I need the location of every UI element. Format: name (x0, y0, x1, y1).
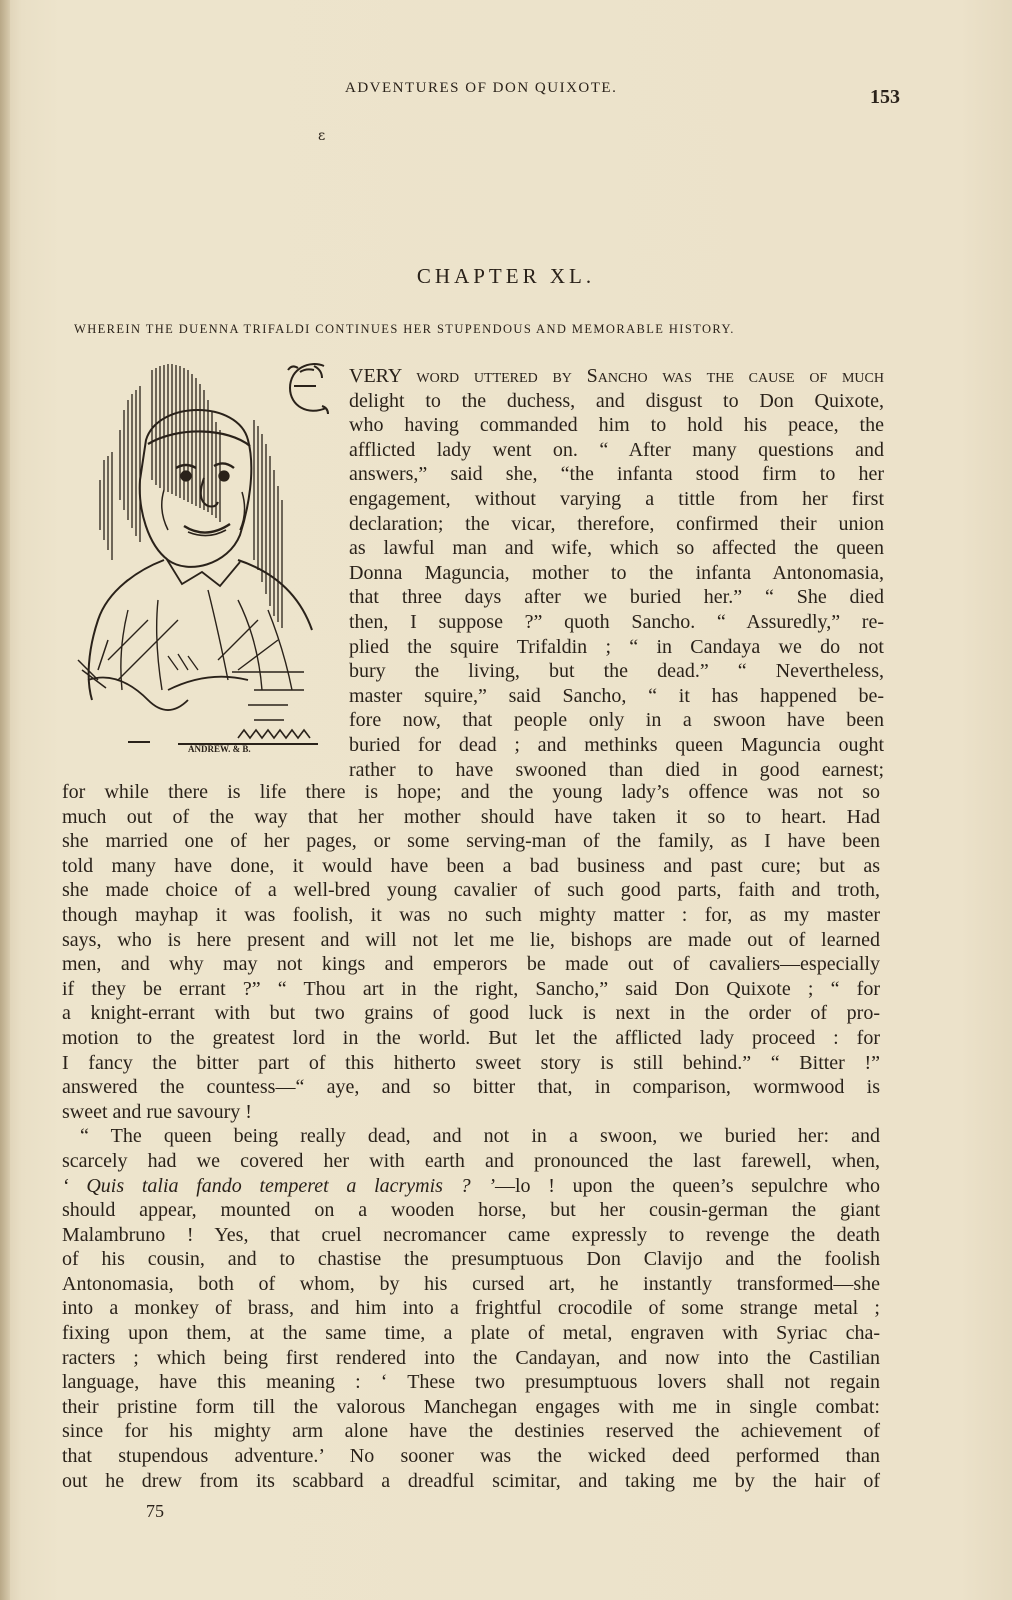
text-line: racters ; which being first rendered into the Candayan, and now into the Castilian (62, 1346, 880, 1369)
signature-mark: 75 (146, 1501, 164, 1521)
text-line: scarcely had we covered her with earth and pronounced the last farewell, when, (62, 1149, 880, 1172)
text-line: she married one of her pages, or some serving-man of the family, as I have been (62, 830, 880, 853)
text-line-latin (62, 1174, 880, 1199)
text-column-beside-image (349, 364, 884, 782)
latin-line-rest: —lo ! upon the queen’s sepulchre who (495, 1174, 880, 1197)
text-line: motion to the greatest lord in the world. But let the afflicted lady proceed : for (62, 1026, 880, 1049)
chapter-subtitle: WHEREIN THE DUENNA TRIFALDI CONTINUES HER STUPENDOUS AND MEMORABLE HISTORY. (74, 322, 735, 336)
text-line: should appear, mounted on a wooden horse, but her cousin-german the giant (62, 1199, 880, 1222)
page-number: 153 (870, 86, 900, 108)
text-line: I fancy the bitter part of this hitherto sweet story is still behind.” “ Bitter !” (62, 1051, 880, 1074)
text-line: if they be errant ?” “ Thou art in the right, Sancho,” said Don Quixote ; “ for (62, 977, 880, 1000)
text-line: fixing upon them, at the same time, a plate of metal, engraven with Syriac cha- (62, 1322, 880, 1345)
text-line: Antonomasia, both of whom, by his cursed art, he instantly transformed—she (62, 1272, 880, 1295)
text-line: who having commanded him to hold his peace, the (349, 414, 884, 437)
latin-quote: ‘ Quis talia fando temperet a lacrymis ? ’ (62, 1174, 495, 1197)
text-line: answers,” said she, “the infanta stood firm to her (349, 463, 884, 486)
text-line: afflicted lady went on. “ After many questions and (349, 438, 884, 461)
text-line: much out of the way that her mother should have taken it so to heart. Had (62, 805, 880, 828)
text-line: Donna Maguncia, mother to the infanta Antonomasia, (349, 561, 884, 584)
text-line: plied the squire Trifaldin ; “ in Candaya we do not (349, 635, 884, 658)
text-line: engagement, without varying a tittle from her first (349, 487, 884, 510)
text-line: she made choice of a well-bred young cavalier of such good parts, faith and troth, (62, 879, 880, 902)
dropcap-continuation: VERY word uttered by Sancho was the cause of much (349, 365, 884, 387)
page-binding-edge (0, 0, 10, 1600)
text-line: sweet and rue savoury ! (62, 1100, 252, 1123)
text-line: their pristine form till the valorous Manchegan engages with me in single combat: (62, 1395, 880, 1418)
text-line: fore now, that people only in a swoon have been (349, 709, 884, 732)
paragraph-start-line: “ The queen being really dead, and not in a swoon, we buried her: and (80, 1125, 880, 1148)
text-line: language, have this meaning : ‘ These two presumptuous lovers shall not regain (62, 1371, 880, 1394)
chapter-title: CHAPTER XL. (416, 264, 596, 288)
text-line: Malambruno ! Yes, that cruel necromancer came expressly to revenge the death (62, 1223, 880, 1246)
illuminated-initial (284, 360, 332, 418)
text-line: into a monkey of brass, and him into a frightful crocodile of some strange metal ; (62, 1297, 880, 1320)
text-line: delight to the duchess, and disgust to Don Quixote, (349, 389, 884, 412)
text-line: answered the countess—“ aye, and so bitter that, in comparison, wormwood is (62, 1076, 880, 1099)
text-line: told many have done, it would have been a bad business and past cure; but as (62, 854, 880, 877)
text-line: of his cousin, and to chastise the presumptuous Don Clavijo and the foolish (62, 1248, 880, 1271)
text-line: rather to have swooned than died in good earnest; (349, 758, 884, 781)
text-line: that stupendous adventure.’ No sooner was the wicked deed performed than (62, 1445, 880, 1468)
text-line: buried for dead ; and methinks queen Maguncia ought (349, 733, 884, 756)
text-line: master squire,” said Sancho, “ it has happened be- (349, 684, 884, 707)
text-line: bury the living, but the dead.” “ Nevertheless, (349, 660, 884, 683)
text-line: out he drew from its scabbard a dreadful scimitar, and taking me by the hair of (62, 1469, 880, 1492)
text-line: says, who is here present and will not let me lie, bishops are made out of learned (62, 928, 880, 951)
text-line: declaration; the vicar, therefore, confirmed their union (349, 512, 884, 535)
text-line: as lawful man and wife, which so affected the queen (349, 537, 884, 560)
text-line: then, I suppose ?” quoth Sancho. “ Assuredly,” re- (349, 610, 884, 633)
text-line: that three days after we buried her.” “ She died (349, 586, 884, 609)
engraving-illustration (68, 360, 330, 772)
ink-speck: ɛ (318, 128, 326, 144)
text-line: for while there is life there is hope; and the young lady’s offence was not so (62, 781, 880, 803)
text-line: though mayhap it was foolish, it was no such mighty matter : for, as my master (62, 903, 880, 926)
text-column-full-width (62, 780, 880, 1493)
text-line: since for his mighty arm alone have the destinies reserved the achievement of (62, 1420, 880, 1443)
text-line: men, and why may not kings and emperors be made out of cavaliers—especially (62, 953, 880, 976)
text-line: a knight-errant with but two grains of good luck is next in the order of pro- (62, 1002, 880, 1025)
text-line (349, 364, 884, 389)
engraver-mark: ANDREW. & B. (188, 744, 251, 754)
running-head: ADVENTURES OF DON QUIXOTE. (345, 80, 618, 96)
